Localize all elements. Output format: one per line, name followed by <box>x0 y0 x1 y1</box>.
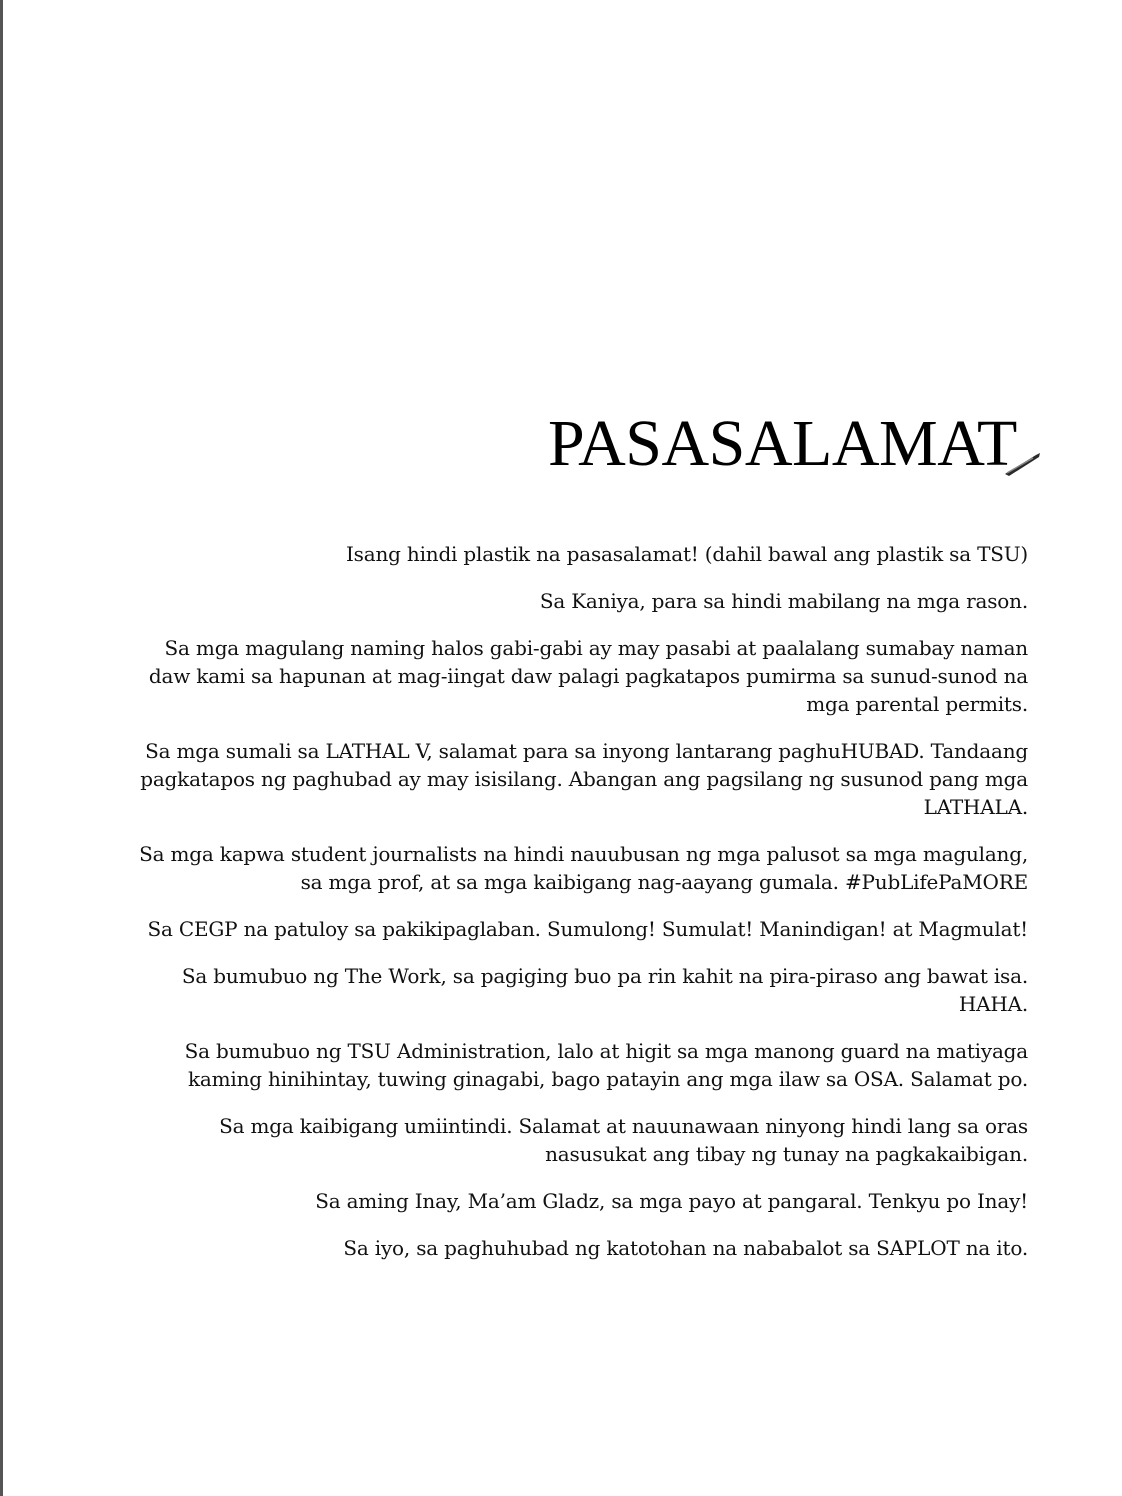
paragraph-lathal: Sa mga sumali sa LATHAL V, salamat para sa inyong lantarang paghuHUBAD. Tandaang pagkatapos ng paghubad ay may isisilang. Abangan ang pagsilang ng susunod pang mga LATHALA. <box>140 739 1028 819</box>
paragraph-kaniya: Sa Kaniya, para sa hindi mabilang na mga rason. <box>539 589 1028 613</box>
paragraph-journalists: Sa mga kapwa student journalists na hindi nauubusan ng mga palusot sa mga magulang, sa mga prof, at sa mga kaibigang nag-aayang gumala. #PubLifePaMORE <box>139 842 1028 894</box>
paragraph-intro: Isang hindi plastik na pasasalamat! (dahil bawal ang plastik sa TSU) <box>345 542 1028 566</box>
page-title: PASASALAMAT <box>548 407 1017 480</box>
page-left-edge <box>0 0 3 1496</box>
paragraph-parents: Sa mga magulang naming halos gabi-gabi ay may pasabi at paalalang sumabay naman daw kami sa hapunan at mag-iingat daw palagi pagkatapos pumirma sa sunud-sunod na mga parental permits. <box>148 636 1028 716</box>
paragraph-iyo: Sa iyo, sa paghuhubad ng katotohan na nababalot sa SAPLOT na ito. <box>343 1236 1028 1260</box>
paragraph-cegp: Sa CEGP na patuloy sa pakikipaglaban. Sumulong! Sumulat! Manindigan! at Magmulat! <box>147 917 1028 941</box>
paragraph-administration: Sa bumubuo ng TSU Administration, lalo at higit sa mga manong guard na matiyaga kaming hinihintay, tuwing ginagabi, bago patayin ang mga ilaw sa OSA. Salamat po. <box>184 1039 1028 1091</box>
brush-stroke-icon <box>1003 449 1041 477</box>
paragraph-inay: Sa aming Inay, Ma’am Gladz, sa mga payo at pangaral. Tenkyu po Inay! <box>315 1189 1028 1213</box>
acknowledgements-body <box>138 540 1028 1281</box>
paragraph-the-work: Sa bumubuo ng The Work, sa pagiging buo pa rin kahit na pira-piraso ang bawat isa. HAHA. <box>181 964 1028 1016</box>
paragraph-friends: Sa mga kaibigang umiintindi. Salamat at nauunawaan ninyong hindi lang sa oras nasusukat ang tibay ng tunay na pagkakaibigan. <box>219 1114 1028 1166</box>
